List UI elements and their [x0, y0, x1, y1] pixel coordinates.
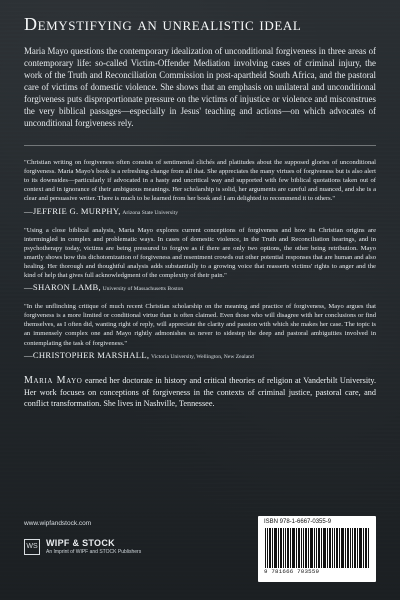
publisher-footer [24, 510, 376, 582]
endorser-name-3: —CHRISTOPHER MARSHALL, [24, 349, 150, 360]
endorsement-quote-3: "In the unflinching critique of much recent Christian scholarship on the meaning and practice of forgiveness, Mayo argues that forgiveness is a more limited or conditional virtue than is often claimed. Even those who will disagree with her conclusions or find themselves, as I often did, wanting right of reply, will appreciate the clarity and passion with which she makes her case. The topic is an immensely complex one and Mayo rightly admonishes us never to sidestep the deep and pastoral ambiguities involved in contemplating the task of forgiveness." [24, 303, 376, 347]
barcode-icon [264, 528, 370, 568]
endorsement-quote-2: "Using a close biblical analysis, Maria Mayo explores current conceptions of forgiveness and how its Christian origins are intermingled in complex and problematic ways. In cases of domestic violence, in the Truth and Reconciliation hearings, and in psychotherapy today, victims are being pressured to forgive as if there are only two options, the other being retribution. Mayo smartly shows how this dichotomization of forgiveness and resentment crowds out other potential responses that are human and also healing. Her thorough and thoughtful analysis adds substantially to a growing voice that reasserts victims' rights to anger and the kind of help that gives full acknowledgment of the complexity of their pain." [24, 226, 376, 280]
headline: Demystifying an unrealistic ideal [24, 14, 302, 34]
publisher-name: WIPF & STOCK [46, 538, 115, 548]
endorser-name-1: —JEFFRIE G. MURPHY, [24, 205, 121, 216]
publisher-text [46, 538, 141, 555]
publisher-website: www.wipfandstock.com [24, 520, 92, 527]
author-bio [24, 374, 376, 410]
publisher-block [24, 538, 141, 555]
barcode-digits: 9 781666 703559 [264, 568, 320, 575]
endorsement-attribution-1 [24, 206, 376, 216]
endorser-affiliation-1: Arizona State University [122, 209, 178, 216]
publisher-imprint: An Imprint of WIPF and STOCK Publishers [46, 549, 142, 555]
endorsement-attribution-2 [24, 282, 376, 292]
endorsement-quote-1: "Christian writing on forgiveness often consists of sentimental clichés and platitudes about the supposed glories of unconditional forgiveness. Maria Mayo's book is a refreshing change from all that. She appreciates the many virtues of forgiveness but is also alert to its downsides—particularly if advocated in a hasty and uncritical way and supported with few biblical quotations taken out of context and in ignorance of their ambiguous meanings. Her scholarship is solid, her arguments are careful and nuanced, and she is a clear and persuasive writer. There is much to be learned from her book and I am delighted to recommend it to others." [24, 159, 376, 203]
cover-text [24, 14, 376, 409]
endorser-affiliation-3: Victoria University, Wellington, New Zealand [150, 353, 254, 360]
author-name: Maria Mayo [24, 374, 83, 386]
divider [24, 145, 376, 146]
description: Maria Mayo questions the contemporary idealization of unconditional forgiveness in three areas of contemporary life: so-called Victim-Offender Mediation involving cases of criminal injury, the work of the Truth and Reconciliation Commission in post-apartheid South Africa, and the pastoral care of victims of domestic violence. She shows that an emphasis on unilateral and unconditional forgiveness puts disproportionate pressure on the victims of injustice or violence and misconstrues the very biblical passages—especially in Jesus' teaching and actions—on which advocates of unconditional forgiveness rely. [24, 46, 376, 129]
isbn-label: ISBN 978-1-6667-0355-9 [264, 519, 332, 525]
endorser-name-2: —SHARON LAMB, [24, 282, 101, 293]
endorser-affiliation-2: University of Massachusetts Boston [102, 286, 184, 293]
barcode-box [258, 516, 376, 582]
author-bio-text: earned her doctorate in history and critical theories of religion at Vanderbilt University. Her work focuses on conceptions of forgiveness in the contexts of criminal justice, pastoral care, and conflict transformation. She lives in Nashville, Tennessee. [24, 375, 377, 409]
publisher-logo-icon: WS [24, 539, 40, 555]
endorsement-attribution-3 [24, 350, 376, 360]
